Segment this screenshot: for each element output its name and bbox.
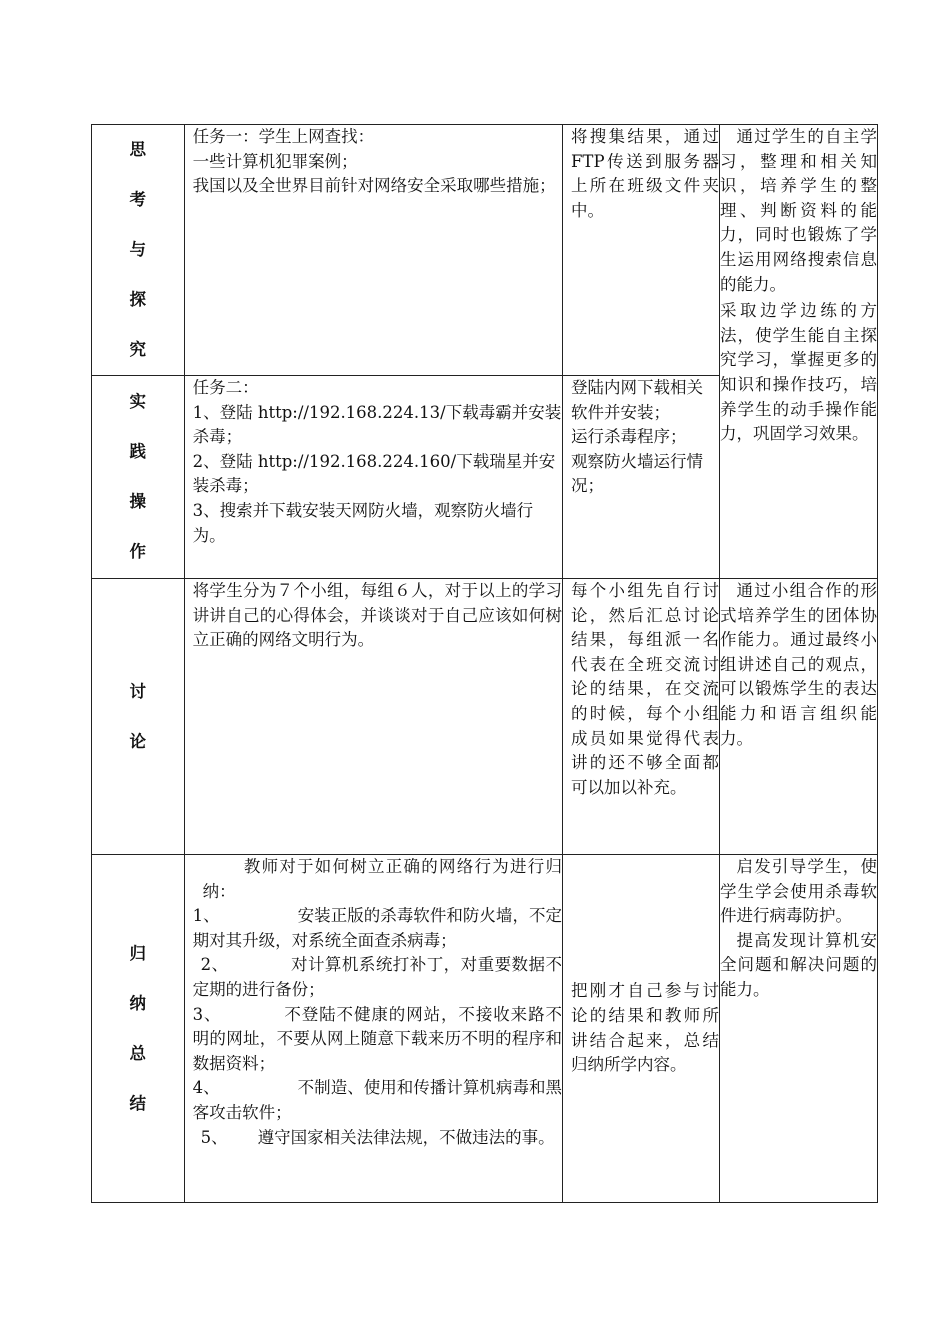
row-discuss: [92, 579, 878, 855]
teacher-activity-think: 任务一：学生上网查找： 一些计算机犯罪案例； 我国以及全世界目前针对网络安全采取哪些措施；: [184, 125, 562, 376]
student-activity-discuss: 每个小组先自行讨论，然后汇总讨论结果，每组派一名代表在全班交流讨论的结果，在交流的时候，每个小组成员如果觉得代表讲的还不够全面都可以加以补充。: [562, 579, 719, 855]
stage-practice: 实 践 操 作: [92, 376, 185, 579]
student-activity-think: 将搜集结果，通过FTP传送到服务器上所在班级文件夹中。: [562, 125, 719, 376]
summary-item-4: 4、 不制造、使用和传播计算机病毒和黑客攻击软件；: [192, 1078, 562, 1122]
stage-discuss: 讨 论: [92, 579, 185, 855]
summary-item-2: 2、 对计算机系统打补丁，对重要数据不定期的进行备份；: [192, 955, 562, 999]
summary-item-3: 3、 不登陆不健康的网站，不接收来路不明的网址，不要从网上随意下载来历不明的程序和数据资料；: [192, 1004, 562, 1073]
design-intent-discuss: 通过小组合作的形式培养学生的团体协作能力。通过最终小组讲述自己的观点，可以锻炼学生的表达能力和语言组织能力。: [719, 579, 877, 855]
stage-summary: 归 纳 总 结: [92, 855, 185, 1203]
summary-item-5: 5、 遵守国家相关法律法规，不做违法的事。: [200, 1127, 555, 1147]
student-activity-summary: 把刚才自己参与讨论的结果和教师所讲结合起来，总结归纳所学内容。: [562, 855, 719, 1203]
summary-item-1: 1、 安装正版的杀毒软件和防火墙，不定期对其升级，对系统全面查杀病毒；: [192, 906, 562, 950]
lesson-plan-page: [91, 124, 878, 1203]
lesson-plan-table: [91, 124, 878, 1203]
design-intent-think-practice: 通过学生的自主学习，整理和相关知识，培养学生的整理、判断资料的能力，同时也锻炼了学生运用网络搜索信息的能力。 采取边学边练的方法，使学生能自主探究学习，掌握更多的知识和操作技巧，培养学生的动手操作能力，巩固学习效果。: [719, 125, 877, 579]
teacher-activity-practice: 任务二： 1、登陆 http://192.168.224.13/下载毒霸并安装杀毒； 2、登陆 http://192.168.224.160/下载瑞星并安装杀毒； 3、搜索并下载安装天网防火墙，观察防火墙行为。: [184, 376, 562, 579]
design-intent-summary: 启发引导学生，使学生学会使用杀毒软件进行病毒防护。 提高发现计算机安全问题和解决问题的能力。: [719, 855, 877, 1203]
teacher-activity-summary: 教师对于如何树立正确的网络行为进行归纳： 1、 安装正版的杀毒软件和防火墙，不定期对其升级，对系统全面查杀病毒； 2、 对计算机系统打补丁，对重要数据不定期的进行备份； 3、 不登陆不健康的网站，不接收来路不明的网址，不要从网上随意下载来历不明的程序和数据资料； 4、 不制造、使用和传播计算机病毒和黑客攻击软件； 5、 遵守国家相关法律法规，不做违法的事。: [184, 855, 562, 1203]
teacher-activity-discuss: 将学生分为７个小组，每组６人，对于以上的学习讲讲自己的心得体会，并谈谈对于自己应该如何树立正确的网络文明行为。: [184, 579, 562, 855]
student-activity-practice: 登陆内网下载相关软件并安装； 运行杀毒程序； 观察防火墙运行情况；: [562, 376, 719, 579]
row-think-explore: [92, 125, 878, 376]
row-summary: [92, 855, 878, 1203]
stage-think-explore: 思 考 与 探 究: [92, 125, 185, 376]
